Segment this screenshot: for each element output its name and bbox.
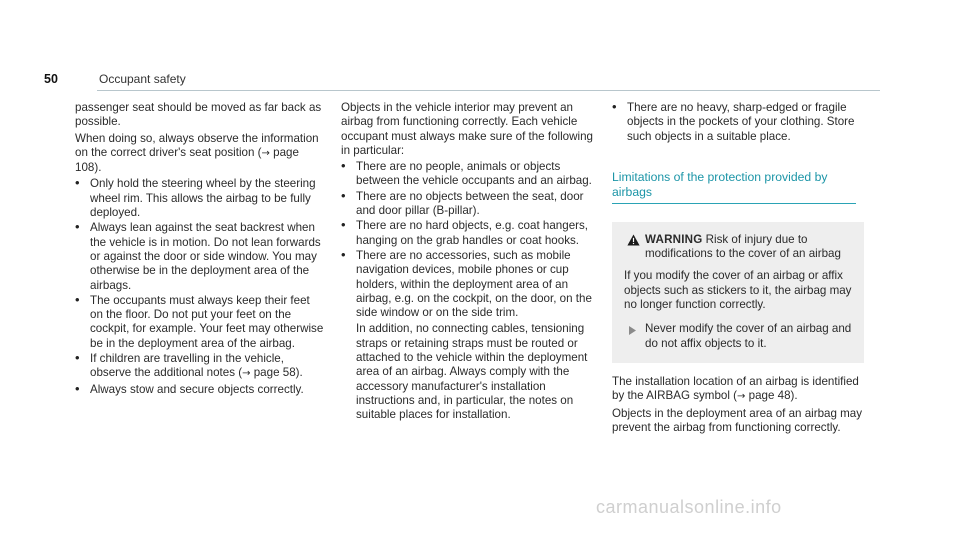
bullet-dot-icon: • [341, 217, 346, 233]
list-item: • Always lean against the seat backrest when the vehicle is in motion. Do not lean forwards or against the door or side window. You may otherwise be in the deployment area of the airbags. [75, 219, 321, 292]
column-1 [75, 101, 325, 398]
bullet-dot-icon: • [75, 175, 80, 191]
page-header [44, 72, 880, 92]
page-reference-link[interactable]: page 108). [75, 145, 299, 175]
watermark: carmanualsonline.info [596, 497, 782, 517]
warning-triangle-icon [627, 234, 640, 250]
page-title: Occupant safety [99, 72, 186, 86]
bullet-dot-icon: • [612, 99, 617, 114]
bullet-list [75, 177, 325, 396]
section-heading: Limitations of the protection provided by airbags [612, 170, 856, 204]
list-item: • There are no objects between the seat, door and door pillar (B-pillar). [341, 187, 584, 218]
list-item: • Only hold the steering wheel by the steering wheel rim. This allows the airbag to be fully deployed. [75, 175, 316, 220]
warning-header [624, 233, 852, 262]
bullet-list [612, 101, 868, 144]
arrow-right-icon: → [261, 147, 270, 159]
bullet-dot-icon: • [75, 291, 80, 307]
list-item: • Always stow and secure objects correctly. [75, 380, 304, 396]
warning-text: If you modify the cover of an airbag or affix objects such as stickers to it, the airbag may no longer function correctly. [624, 269, 852, 312]
page-number: 50 [44, 72, 58, 86]
warning-label: WARNING [645, 232, 703, 246]
bullet-list [341, 160, 599, 422]
page-reference-link[interactable]: page 48). [748, 389, 798, 403]
list-item: • There are no heavy, sharp-edged or fragile objects in the pockets of your clothing. Store such objects in a suitable place. [612, 99, 855, 143]
list-item: • There are no people, animals or objects between the vehicle occupants and an airbag. [341, 158, 592, 188]
list-item: • If children are travelling in the vehicle, observe the additional notes (→ page 58). [75, 350, 303, 380]
paragraph: When doing so, always observe the information on the correct driver's seat position (→ page 108). [75, 131, 319, 175]
list-item-continuation: In addition, no connecting cables, tensioning straps or retaining straps must be routed or attached to the vehicle within the deployment area of an airbag. Always comply with the accessory manufacturer's installation instructions and, in particular, the notes on suitable places for installation. [356, 322, 588, 422]
list-item: • There are no accessories, such as mobile navigation devices, mobile phones or cup holders, within the deployment area of an airbag, e.g. on the cockpit, on the door, on the side window or on the side trim. In addition, no connecting cables, tensioning straps or retaining straps must be routed or attached to the vehicle within the deployment area of an airbag. Always comply with the accessory manufacturer's installation instructions and, in particular, the notes on suitable places for installation. [341, 249, 599, 423]
arrow-right-icon: → [737, 391, 746, 403]
bullet-dot-icon: • [341, 246, 346, 262]
bullet-dot-icon: • [75, 350, 80, 366]
bullet-dot-icon: • [341, 158, 346, 174]
list-item: • The occupants must always keep their feet on the floor. Do not put your feet on the cockpit, for example. Your feet may otherwise be in the deployment area of the airbag. [75, 291, 324, 350]
list-item: • There are no hard objects, e.g. coat hangers, hanging on the grab handles or coat hooks. [341, 217, 589, 247]
action-item [624, 322, 852, 351]
column-2 [341, 101, 599, 424]
page-reference-link[interactable]: page 58). [253, 366, 303, 380]
bullet-dot-icon: • [341, 187, 346, 203]
warning-box [612, 222, 864, 363]
action-text: Never modify the cover of an airbag and do not affix objects to it. [645, 322, 852, 350]
warning-title: Risk of injury due to modifications to the cover of an airbag [645, 232, 841, 261]
paragraph: Objects in the vehicle interior may prevent an airbag from functioning correctly. Each vehicle occupant must always make sure of the following in particular: [341, 101, 593, 157]
bullet-dot-icon: • [75, 219, 80, 235]
header-divider [97, 90, 880, 91]
bullet-dot-icon: • [75, 380, 80, 396]
paragraph: passenger seat should be moved as far back as possible. [75, 101, 322, 129]
action-arrow-icon [629, 325, 636, 339]
arrow-right-icon: → [242, 368, 251, 380]
paragraph: The installation location of an airbag is identified by the AIRBAG symbol (→ page 48). [612, 374, 859, 403]
paragraph: Objects in the deployment area of an airbag may prevent the airbag from functioning correctly. [612, 406, 863, 434]
column-3 [612, 101, 868, 437]
